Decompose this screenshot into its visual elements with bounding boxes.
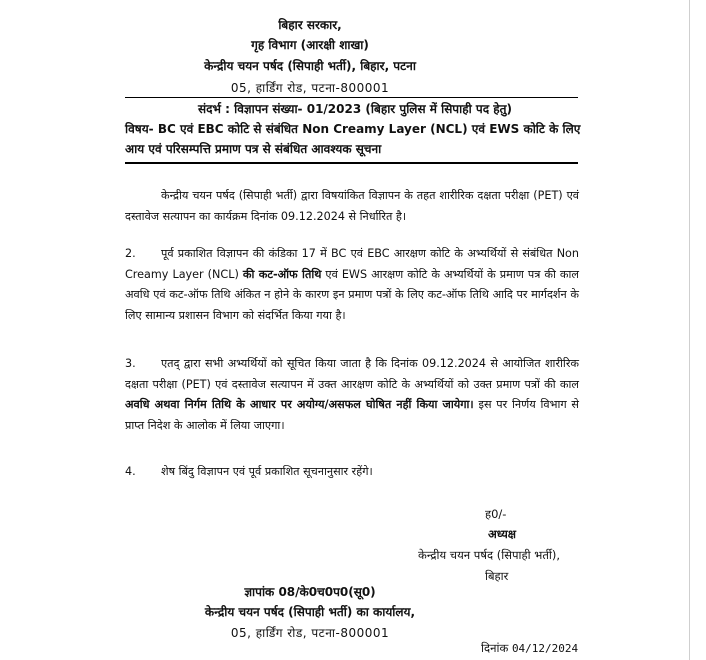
paragraph-4-text: शेष बिंदु विज्ञापन एवं पूर्व प्रकाशित सूचनानुसार रहेंगे। — [161, 465, 373, 478]
issue-date — [481, 641, 578, 656]
paragraph-2-bold: की कट-ऑफ तिथि — [242, 267, 322, 281]
paragraph-4-number: 4. — [125, 465, 136, 478]
paragraph-4 — [125, 462, 579, 483]
subject-line: विषय- BC एवं EBC कोटि से संबंधित Non Creamy Layer (NCL) एवं EWS कोटि के लिए आय एवं परिसम्पत्ति प्रमाण पत्र से संबंधित आवश्यक सूचना — [125, 122, 581, 156]
date-value: 04/12/2024 — [511, 642, 579, 655]
paragraph-3-text-b: इस पर निर्णय विभाग से प्राप्त निदेश के आलोक में लिया जाएगा। — [125, 398, 579, 432]
paragraph-2-text-a: पूर्व प्रकाशित विज्ञापन की कंडिका 17 में BC एवं EBC आरक्षण कोटि के अभ्यर्थियों से संबंधित Non Creamy Layer (NCL) — [125, 247, 579, 281]
header-government: बिहार सरकार, — [278, 18, 342, 32]
signature-sd: ह0/- — [485, 507, 507, 521]
signature-office: केन्द्रीय चयन पर्षद (सिपाही भर्ती), — [418, 548, 560, 562]
paragraph-1 — [125, 186, 579, 227]
paragraph-3-text-a: एतद् द्वारा सभी अभ्यर्थियों को सूचित किया जाता है कि दिनांक 09.12.2024 से आयोजित शारीरिक दक्षता परीक्षा (PET) एवं दस्तावेज सत्यापन में उक्त आरक्षण कोटि के अभ्यर्थियों को उक्त प्रमाण पत्रों की काल — [125, 357, 579, 391]
paragraph-1-text: केन्द्रीय चयन पर्षद (सिपाही भर्ती) द्वारा विषयांकित विज्ञापन के तहत शारीरिक दक्षता परीक्षा (PET) एवं दस्तावेज सत्यापन का कार्यक्रम दिनांक 09.12.2024 से निर्धारित है। — [125, 189, 579, 223]
paragraph-3-number: 3. — [125, 357, 136, 370]
date-label: दिनांक — [481, 641, 509, 655]
subject-bottom-rule — [125, 162, 578, 164]
header-department: गृह विभाग (आरक्षी शाखा) — [251, 38, 369, 52]
header-board: केन्द्रीय चयन पर्षद (सिपाही भर्ती), बिहार, पटना — [204, 59, 416, 73]
footer-address: 05, हार्डिंग रोड, पटना-800001 — [230, 626, 390, 640]
memo-number: ज्ञापांक 08/के0च0प0(सू0) — [244, 585, 376, 599]
header-address: 05, हार्डिंग रोड, पटना-800001 — [230, 81, 390, 95]
paragraph-2-number: 2. — [125, 247, 136, 260]
paragraph-3 — [125, 354, 579, 436]
signature-state: बिहार — [485, 569, 509, 583]
paragraph-2 — [125, 244, 579, 326]
footer-office: केन्द्रीय चयन पर्षद (सिपाही भर्ती) का कार्यालय, — [204, 605, 416, 619]
signature-designation: अध्यक्ष — [488, 527, 517, 541]
subject-block — [125, 99, 585, 159]
page-edge — [689, 0, 690, 660]
subject-top-rule — [125, 97, 578, 98]
paragraph-3-bold: अवधि अथवा निर्गम तिथि के आधार पर अयोग्य/असफल घोषित नहीं किया जायेगा। — [125, 398, 474, 412]
reference-line: संदर्भ : विज्ञापन संख्या- 01/2023 (बिहार पुलिस में सिपाही पद हेतु) — [198, 102, 512, 116]
paragraph-2-text-b: एवं EWS आरक्षण कोटि के अभ्यर्थियों के प्रमाण पत्र की काल अवधि एवं कट-ऑफ तिथि अंकित न होने के कारण इन प्रमाण पत्रों के लिए कट-ऑफ तिथि आदि पर मार्गदर्शन के लिए सामान्य प्रशासन विभाग को संदर्भित किया गया है। — [125, 267, 579, 322]
